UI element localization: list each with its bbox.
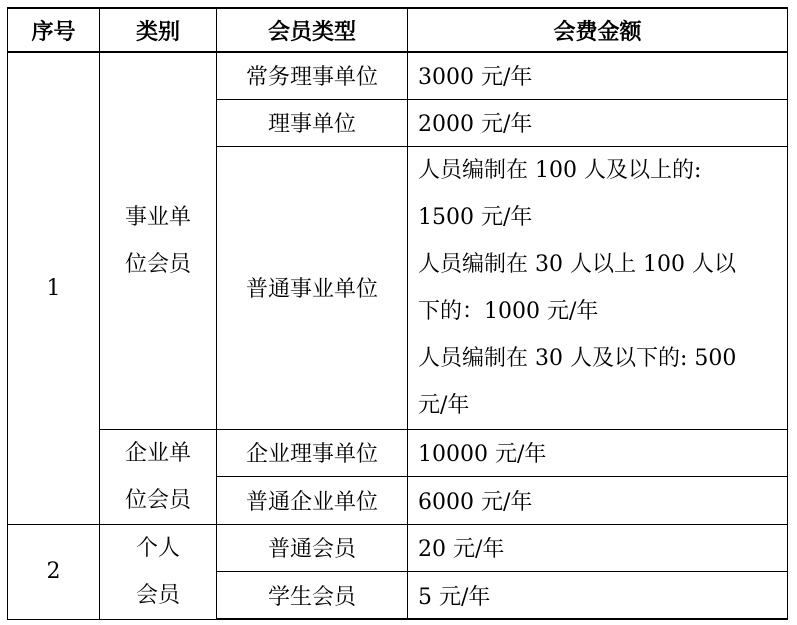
fee-line: 人员编制在 30 人及以下的: 500 — [418, 345, 737, 371]
header-no: 序号 — [8, 8, 100, 52]
header-member-type: 会员类型 — [217, 8, 408, 52]
fee-cell: 20 元/年 — [408, 524, 788, 572]
category-label-line: 会员 — [135, 582, 180, 608]
header-category: 类别 — [100, 8, 217, 52]
header-row — [8, 8, 788, 52]
category-label-line: 位会员 — [124, 487, 191, 513]
fee-line: 人员编制在 100 人及以上的: — [418, 157, 702, 183]
category-label-line: 事业单 — [124, 204, 191, 230]
table-row — [8, 429, 788, 477]
category-cell — [100, 52, 217, 429]
fee-cell: 10000 元/年 — [408, 429, 788, 477]
fee-line: 1500 元/年 — [418, 204, 533, 230]
fee-line: 元/年 — [418, 392, 470, 418]
row-number-cell — [8, 524, 100, 619]
member-type-cell: 企业理事单位 — [217, 429, 408, 477]
fee-line: 人员编制在 30 人以上 100 人以 — [418, 251, 736, 277]
fee-cell: 2000 元/年 — [408, 99, 788, 146]
member-type-cell: 普通会员 — [217, 524, 408, 572]
row-number: 2 — [46, 559, 61, 584]
fee-cell: 6000 元/年 — [408, 477, 788, 525]
category-cell — [100, 429, 217, 524]
header-fee: 会费金额 — [408, 8, 788, 52]
member-type-cell: 普通企业单位 — [217, 477, 408, 525]
member-type-cell: 学生会员 — [217, 572, 408, 620]
table-row — [8, 524, 788, 572]
member-type-cell: 理事单位 — [217, 99, 408, 146]
category-label-line: 个人 — [135, 535, 180, 561]
category-label-line: 位会员 — [124, 251, 191, 277]
fee-line: 下的：1000 元/年 — [418, 298, 599, 324]
member-type-cell: 常务理事单位 — [217, 52, 408, 99]
membership-fee-table — [7, 7, 788, 620]
fee-cell-multiline — [408, 146, 788, 429]
category-label-line: 企业单 — [124, 440, 191, 466]
table-row — [8, 52, 788, 99]
fee-cell: 3000 元/年 — [408, 52, 788, 99]
member-type-cell: 普通事业单位 — [217, 146, 408, 429]
row-number-cell — [8, 52, 100, 524]
fee-cell: 5 元/年 — [408, 572, 788, 620]
row-number: 1 — [46, 275, 61, 301]
category-cell — [100, 524, 217, 619]
